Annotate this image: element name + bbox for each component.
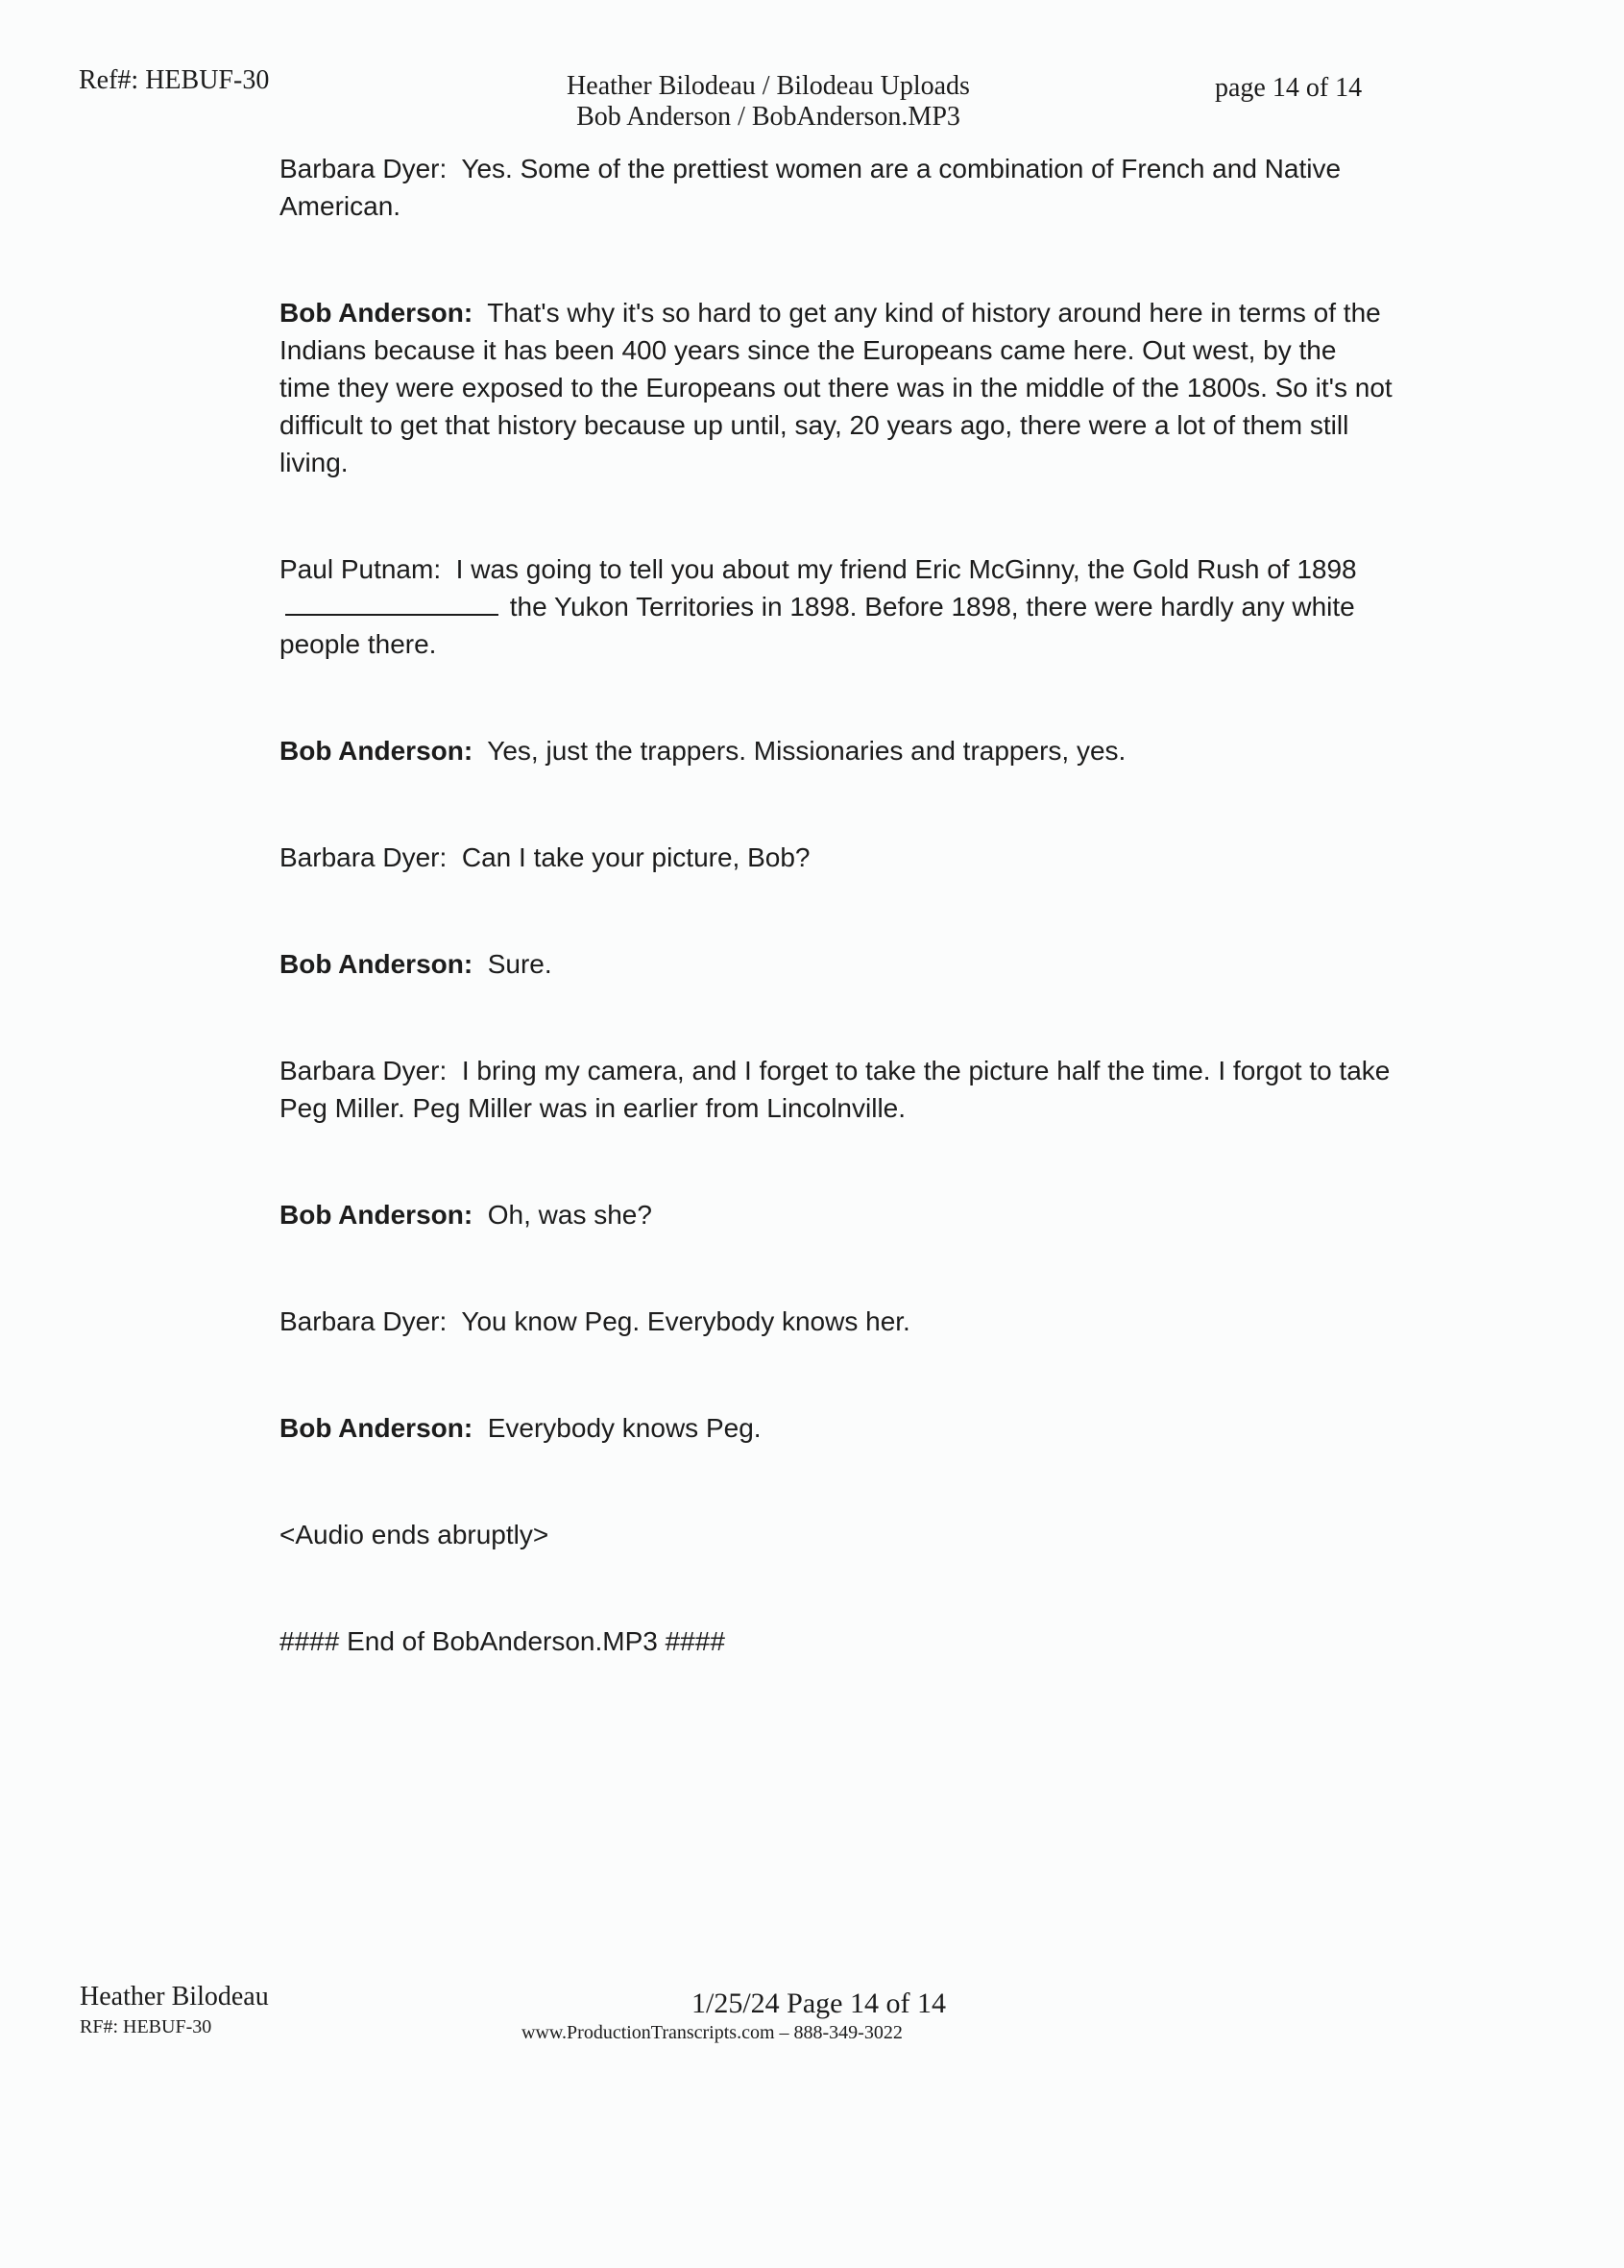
- speaker-label: Paul Putnam:: [279, 554, 442, 584]
- transcript-entry: [279, 1196, 1394, 1233]
- utterance-text: I bring my camera, and I forget to take the picture half the time. I forgot to take Peg Miller. Peg Miller was in earlier from Lincolnville.: [279, 1056, 1391, 1123]
- footer-name: Heather Bilodeau: [80, 1982, 269, 2012]
- header-title-line2: Bob Anderson / BobAnderson.MP3: [576, 102, 960, 132]
- utterance-text: Everybody knows Peg.: [487, 1413, 762, 1443]
- audio-note: <Audio ends abruptly>: [279, 1520, 549, 1549]
- transcript-entry: [279, 294, 1394, 481]
- footer-ref: RF#: HEBUF-30: [80, 2016, 212, 2037]
- transcript: [279, 150, 1394, 1660]
- blank-line: [285, 593, 498, 616]
- speaker-label: Barbara Dyer:: [279, 842, 448, 872]
- end-note: #### End of BobAnderson.MP3 ####: [279, 1626, 725, 1656]
- speaker-label: Bob Anderson:: [279, 736, 473, 766]
- speaker-label: Barbara Dyer:: [279, 1306, 448, 1336]
- transcript-entry: [279, 150, 1394, 225]
- speaker-label: Bob Anderson:: [279, 298, 473, 328]
- speaker-label: Bob Anderson:: [279, 1200, 473, 1230]
- header-ref: Ref#: HEBUF-30: [79, 65, 270, 95]
- utterance-text: Oh, was she?: [487, 1200, 652, 1230]
- header-page-number: page 14 of 14: [1215, 73, 1363, 103]
- speaker-label: Bob Anderson:: [279, 949, 473, 979]
- utterance-text: Yes. Some of the prettiest women are a combination of French and Native American.: [279, 154, 1342, 221]
- transcript-entry: [279, 732, 1394, 769]
- utterance-text: Yes, just the trappers. Missionaries and trappers, yes.: [487, 736, 1127, 766]
- utterance-text: You know Peg. Everybody knows her.: [461, 1306, 910, 1336]
- transcript-entry: [279, 1052, 1394, 1127]
- utterance-text-after-blank: the Yukon Territories in 1898. Before 1898, there were hardly any white people there.: [279, 592, 1355, 659]
- speaker-label: Barbara Dyer:: [279, 1056, 448, 1085]
- transcript-entry: [279, 945, 1394, 983]
- transcript-entry: [279, 839, 1394, 876]
- transcript-entry: [279, 1409, 1394, 1447]
- speaker-label: Bob Anderson:: [279, 1413, 473, 1443]
- utterance-text: Sure.: [487, 949, 552, 979]
- utterance-text-before-blank: I was going to tell you about my friend Eric McGinny, the Gold Rush of 1898: [455, 554, 1357, 584]
- footer-date-page: 1/25/24 Page 14 of 14: [691, 1988, 946, 2019]
- transcript-entry: [279, 1303, 1394, 1340]
- footer-website: www.ProductionTranscripts.com – 888-349-3022: [521, 2022, 903, 2043]
- speaker-label: Barbara Dyer:: [279, 154, 448, 183]
- utterance-text: That's why it's so hard to get any kind of history around here in terms of the Indians because it has been 400 years since the Europeans came here. Out west, by the time they were exposed to the Europeans out there was in the middle of the 1800s. So it's not difficult to get that history because up until, say, 20 years ago, there were a lot of them still living.: [279, 298, 1393, 477]
- header-title: [423, 71, 1114, 133]
- header-title-line1: Heather Bilodeau / Bilodeau Uploads: [567, 71, 970, 101]
- utterance-text: Can I take your picture, Bob?: [461, 842, 811, 872]
- transcript-entry: [279, 550, 1394, 663]
